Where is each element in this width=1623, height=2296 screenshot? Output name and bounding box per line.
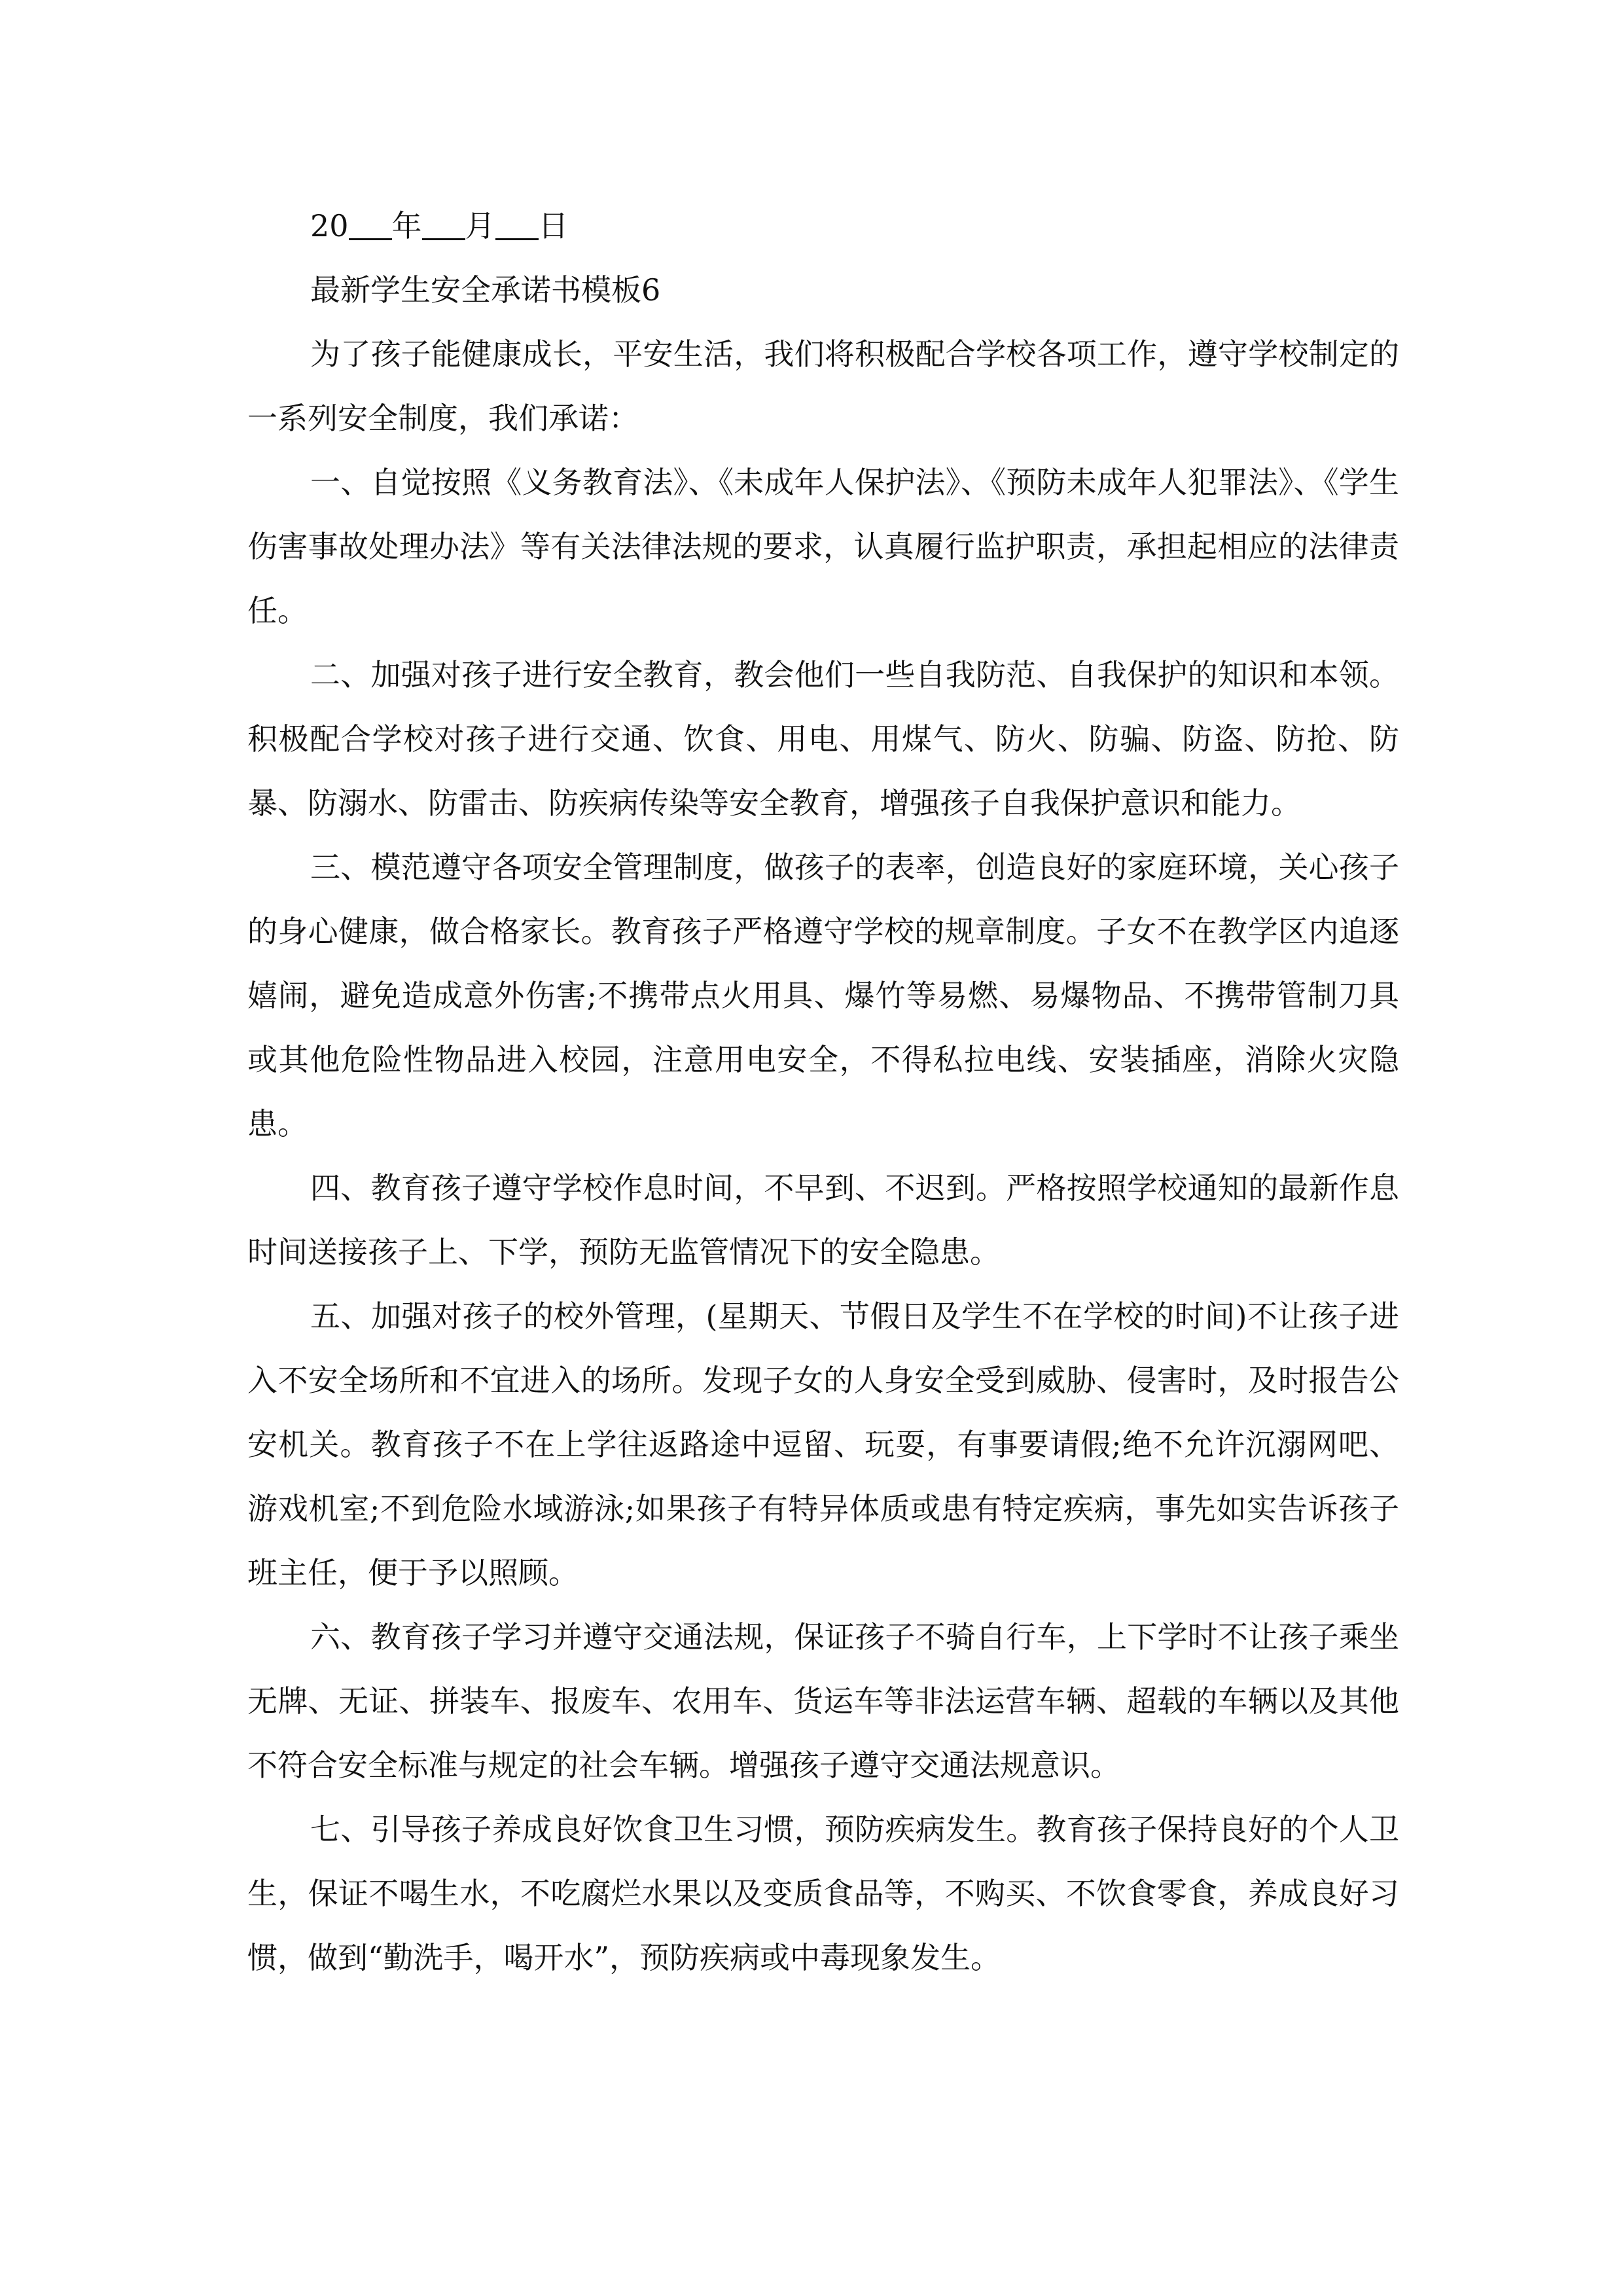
- date-month-label: 月: [465, 208, 495, 243]
- clause-5-paragraph: 五、加强对孩子的校外管理，(星期天、节假日及学生不在学校的时间)不让孩子进入不安全场所和不宜进入的场所。发现子女的人身安全受到威胁、侵害时，及时报告公安机关。教育孩子不在上学往返路途中逗留、玩耍，有事要请假;绝不允许沉溺网吧、游戏机室;不到危险水域游泳;如果孩子有特异体质或患有特定疾病，事先如实告诉孩子班主任，便于予以照顾。: [247, 1299, 1399, 1590]
- month-blank: [422, 212, 465, 240]
- clause-3-paragraph: 三、模范遵守各项安全管理制度，做孩子的表率，创造良好的家庭环境，关心孩子的身心健康，做合格家长。教育孩子严格遵守学校的规章制度。子女不在教学区内追逐嬉闹，避免造成意外伤害;不携带点火用具、爆竹等易燃、易爆物品、不携带管制刀具或其他危险性物品进入校园，注意用电安全，不得私拉电线、安装插座，消除火灾隐患。: [247, 850, 1399, 1141]
- date-year-prefix: 20: [310, 208, 349, 243]
- document-body: [247, 194, 1399, 1990]
- clause-2-paragraph: 二、加强对孩子进行安全教育，教会他们一些自我防范、自我保护的知识和本领。积极配合学校对孩子进行交通、饮食、用电、用煤气、防火、防骗、防盗、防抢、防暴、防溺水、防雷击、防疾病传染等安全教育，增强孩子自我保护意识和能力。: [247, 657, 1399, 821]
- clause-7-paragraph: 七、引导孩子养成良好饮食卫生习惯，预防疾病发生。教育孩子保持良好的个人卫生，保证不喝生水，不吃腐烂水果以及变质食品等，不购买、不饮食零食，养成良好习惯，做到“勤洗手，喝开水”，预防疾病或中毒现象发生。: [247, 1812, 1399, 1975]
- year-blank: [349, 212, 392, 240]
- document-title: 最新学生安全承诺书模板6: [310, 272, 661, 308]
- date-line: [247, 194, 1399, 258]
- clause-1-paragraph: 一、自觉按照《义务教育法》、《未成年人保护法》、《预防未成年人犯罪法》、《学生伤害事故处理办法》等有关法律法规的要求，认真履行监护职责，承担起相应的法律责任。: [247, 465, 1399, 628]
- day-blank: [495, 212, 539, 240]
- date-day-label: 日: [538, 208, 569, 243]
- clause-4-paragraph: 四、教育孩子遵守学校作息时间，不早到、不迟到。严格按照学校通知的最新作息时间送接孩子上、下学，预防无监管情况下的安全隐患。: [247, 1170, 1399, 1270]
- intro-paragraph: 为了孩子能健康成长，平安生活，我们将积极配合学校各项工作，遵守学校制定的一系列安全制度，我们承诺：: [247, 336, 1399, 436]
- date-year-label: 年: [391, 208, 422, 243]
- clause-6-paragraph: 六、教育孩子学习并遵守交通法规，保证孩子不骑自行车，上下学时不让孩子乘坐无牌、无证、拼装车、报废车、农用车、货运车等非法运营车辆、超载的车辆以及其他不符合安全标准与规定的社会车辆。增强孩子遵守交通法规意识。: [247, 1619, 1399, 1783]
